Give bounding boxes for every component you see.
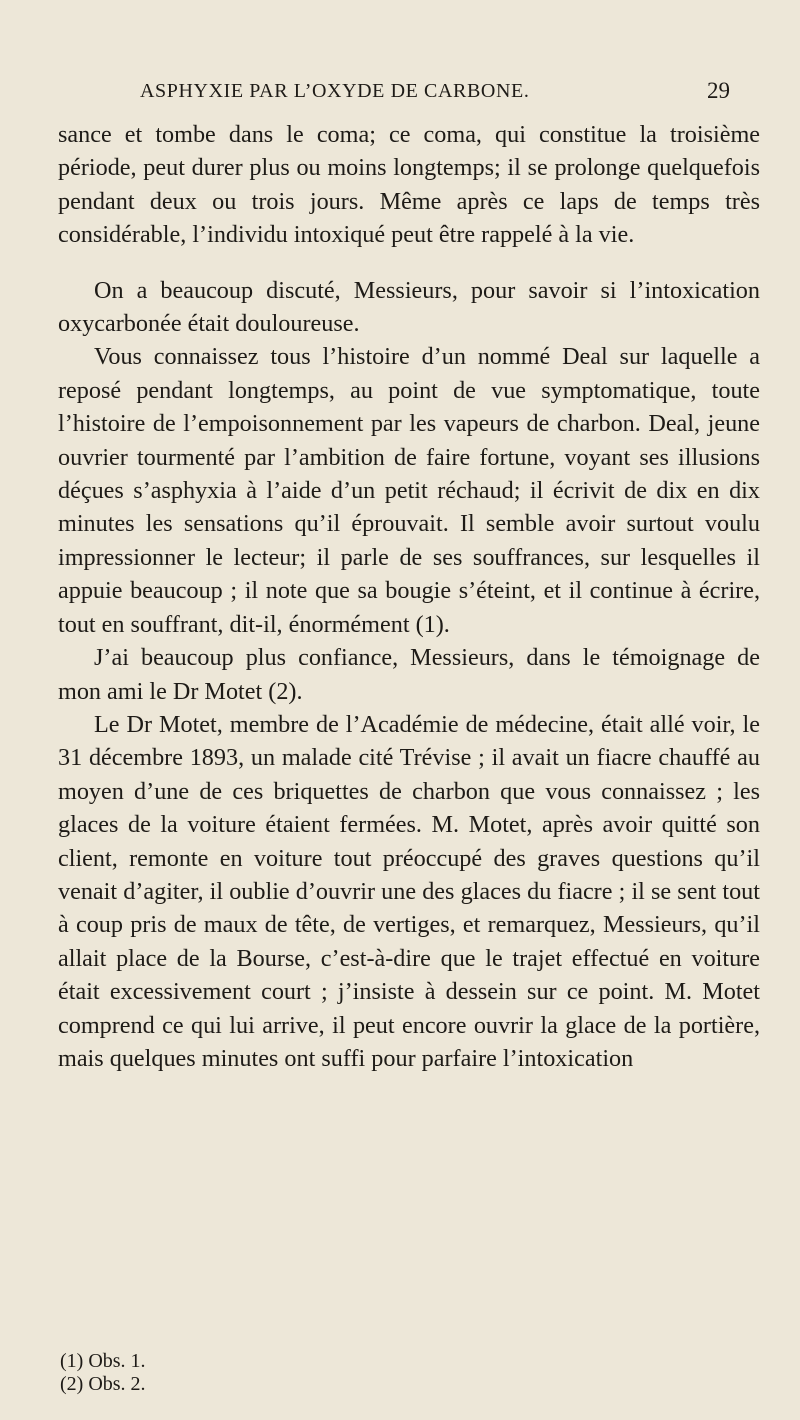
footnote-1: (1) Obs. 1. [60,1350,146,1372]
paragraph-confidence: J’ai beaucoup plus confiance, Messieurs, dans le témoignage de mon ami le Dr Motet (2). [58,644,760,705]
running-head [140,80,730,110]
paragraph-deal: Vous connaissez tous l’histoire d’un nommé Deal sur laquelle a reposé pendant longtemps, au point de vue symptomatique, toute l’histoire de l’empoisonnement par les vapeurs de charbon. Deal, jeune ouvrier tourmenté par l’ambition de faire fortune, voyant ses illusions déçues s’asphyxia à l’aide d’un petit réchaud; il écrivit de dix en dix minutes les sensations qu’il éprouvait. Il semble avoir surtout voulu impressionner le lecteur; il parle de ses souffrances, sur lesquelles il appuie beaucoup ; il note que sa bougie s’éteint, et il continue à écrire, tout en souffrant, dit-il, énormément (1). [58,343,760,638]
paragraph-motet: Le Dr Motet, membre de l’Académie de médecine, était allé voir, le 31 décembre 1893, un malade cité Trévise ; il avait un fiacre chauffé au moyen d’une de ces briquettes de charbon que vous connaissez ; les glaces de la voiture étaient fermées. M. Motet, après avoir quitté son client, remonte en voiture tout préoccupé des graves questions qu’il venait d’agiter, il oublie d’ouvrir une des glaces du fiacre ; il se sent tout à coup pris de maux de tête, de vertiges, et remarquez, Messieurs, qu’il allait place de la Bourse, c’est-à-dire que le trajet effectué en voiture était excessivement court ; j’insiste à dessein sur ce point. M. Motet comprend ce qui lui arrive, il peut encore ouvrir la glace de la portière, mais quelques minutes ont suffi pour parfaire l’intoxication [58,710,760,1072]
running-title: ASPHYXIE PAR L’OXYDE DE CARBONE. [140,80,530,102]
page-number: 29 [707,78,730,103]
footnote-2: (2) Obs. 2. [60,1373,146,1395]
paragraph-coma: sance et tombe dans le coma; ce coma, qui constitue la troisième période, peut durer plus ou moins longtemps; il se prolonge quelquefois pendant deux ou trois jours. Même après ce laps de temps très considérable, l’individu intoxiqué peut être rappelé à la vie. [58,121,760,249]
paragraph-discussion: On a beaucoup discuté, Messieurs, pour savoir si l’intoxication oxycarbonée était douloureuse. [58,276,760,338]
text-body [58,118,760,1075]
footnotes [60,1350,360,1396]
